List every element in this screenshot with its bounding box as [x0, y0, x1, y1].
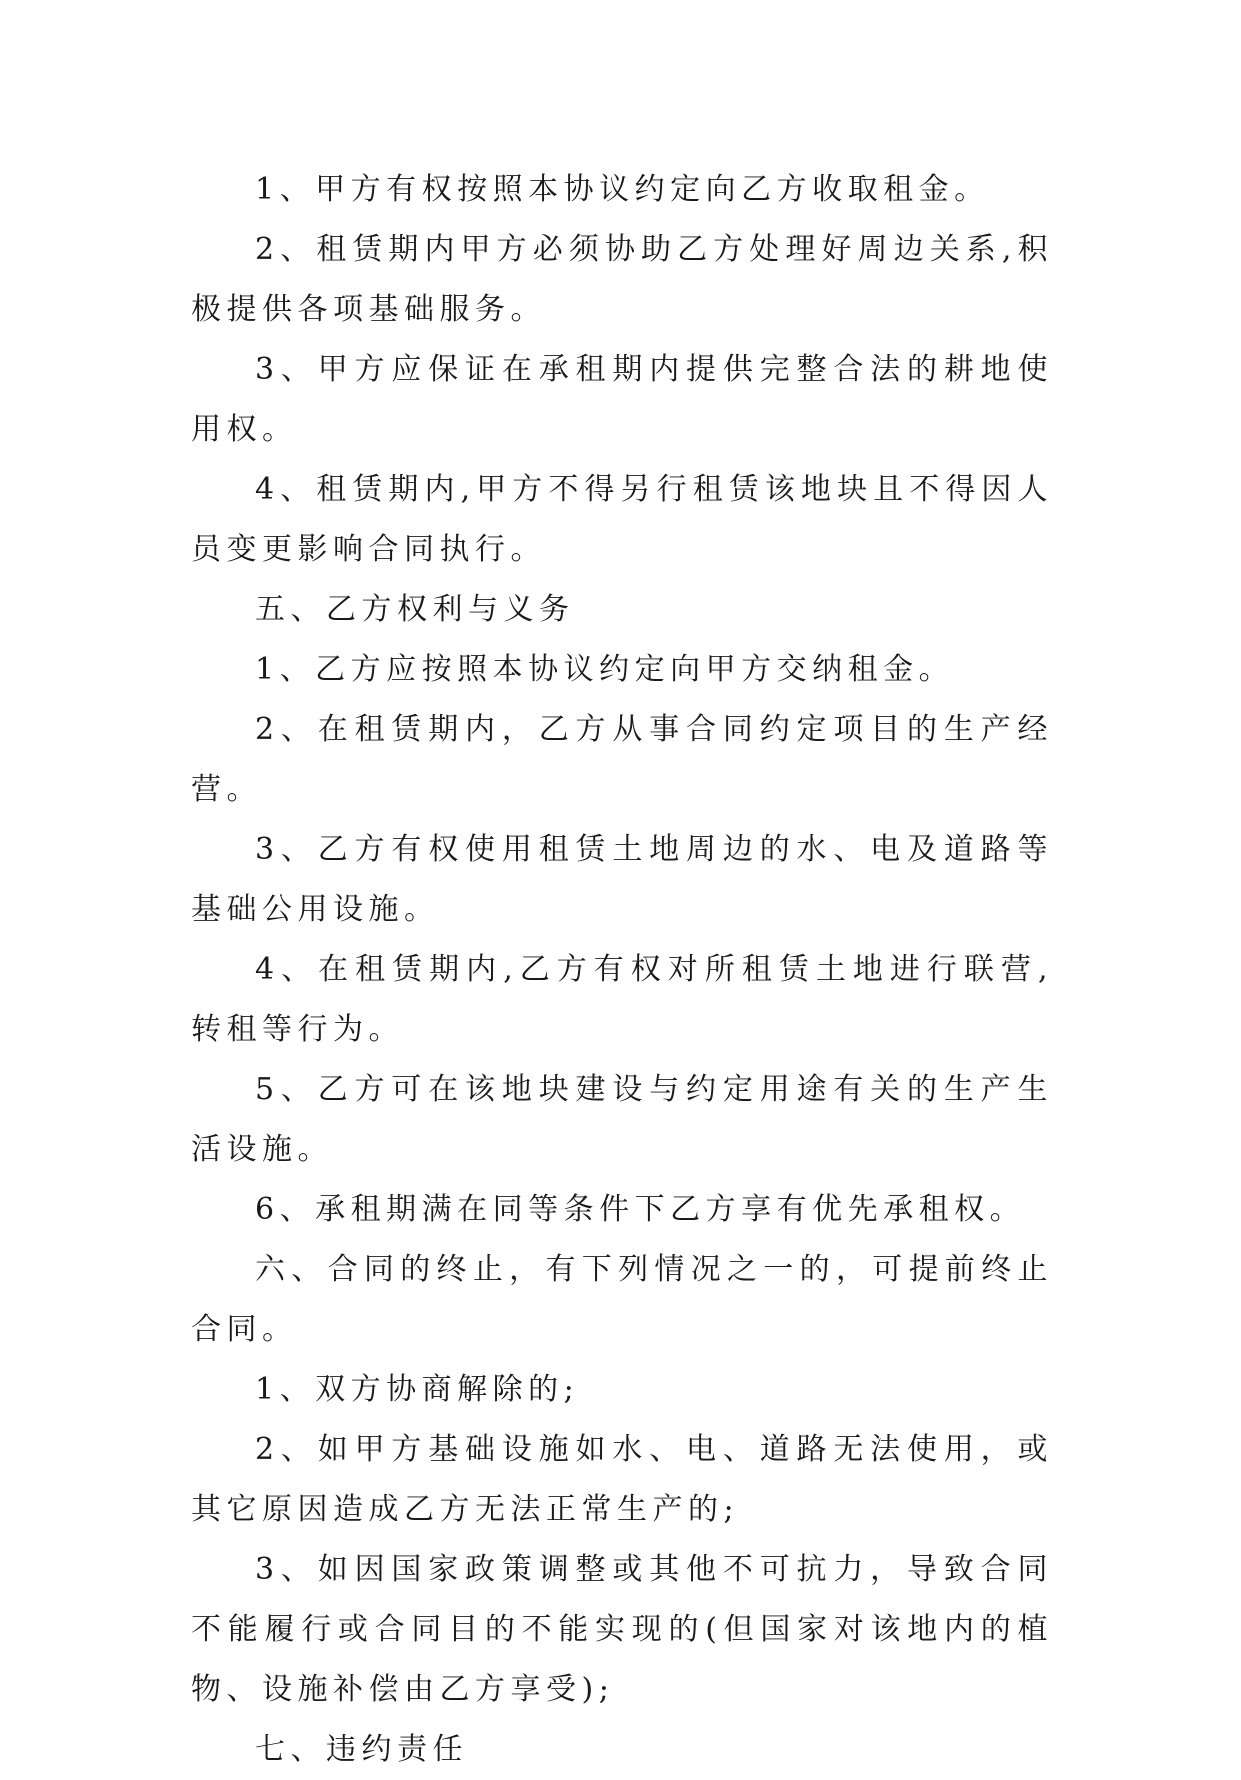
paragraph-lessor-right-collect-rent: 1、甲方有权按照本协议约定向乙方收取租金。: [255, 172, 990, 207]
paragraph-lessor-no-re-lease: 4、租赁期内,甲方不得另行租赁该地块且不得因人员变更影响合同执行。: [191, 472, 1053, 567]
paragraph-termination-force-majeure: 3、如因国家政策调整或其他不可抗力，导致合同不能履行或合同目的不能实现的(但国家对该地内的植物、设施补偿由乙方享受);: [191, 1552, 1053, 1707]
paragraph-lessee-use-facilities: 3、乙方有权使用租赁土地周边的水、电及道路等基础公用设施。: [191, 832, 1053, 927]
paragraph-lessee-build-facilities: 5、乙方可在该地块建设与约定用途有关的生产生活设施。: [191, 1072, 1053, 1167]
paragraph-termination-facilities-failure: 2、如甲方基础设施如水、电、道路无法使用，或其它原因造成乙方无法正常生产的;: [191, 1432, 1053, 1527]
paragraph-lessor-guarantee-land-use: 3、甲方应保证在承租期内提供完整合法的耕地使用权。: [191, 352, 1053, 447]
section-heading-breach-liability: 七、违约责任: [255, 1732, 468, 1767]
paragraph-lessee-sublease: 4、在租赁期内,乙方有权对所租赁土地进行联营,转租等行为。: [191, 952, 1053, 1047]
paragraph-lessee-pay-rent: 1、乙方应按照本协议约定向甲方交纳租金。: [255, 652, 955, 687]
section-heading-lessee-rights: 五、乙方权利与义务: [255, 592, 575, 627]
document-body: [191, 160, 1053, 1780]
paragraph-lessor-assist-services: 2、租赁期内甲方必须协助乙方处理好周边关系,积极提供各项基础服务。: [191, 232, 1053, 327]
paragraph-termination-mutual: 1、双方协商解除的;: [255, 1372, 580, 1407]
paragraph-lessee-priority-renewal: 6、承租期满在同等条件下乙方享有优先承租权。: [255, 1192, 1026, 1227]
section-heading-termination: 六、合同的终止，有下列情况之一的，可提前终止合同。: [191, 1252, 1053, 1347]
paragraph-lessee-operate: 2、在租赁期内，乙方从事合同约定项目的生产经营。: [191, 712, 1053, 807]
